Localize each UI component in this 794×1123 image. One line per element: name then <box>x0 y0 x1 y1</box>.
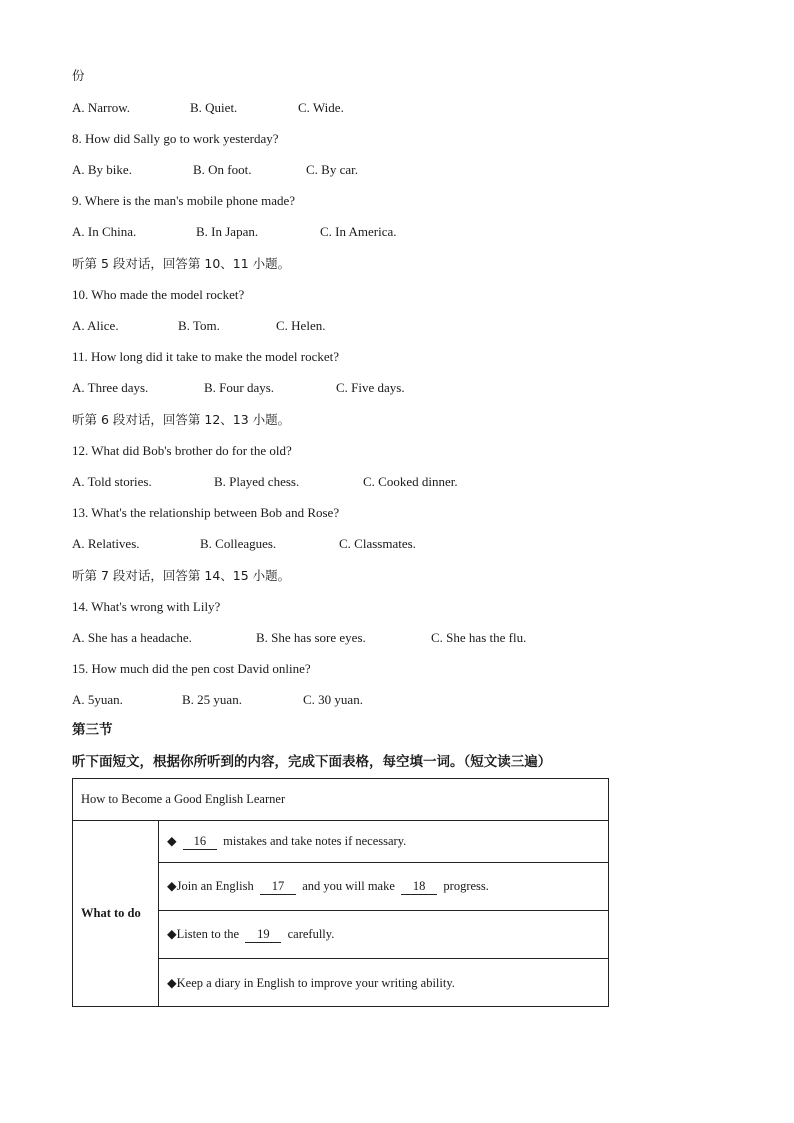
q8-options <box>72 162 358 178</box>
q13-question: 13. What's the relationship between Bob and Rose? <box>72 505 340 520</box>
q12-question: 12. What did Bob's brother do for the old? <box>72 443 292 458</box>
q13-option-b: B. Colleagues. <box>200 536 277 551</box>
cell-text: ◆Listen to the <box>167 927 240 941</box>
q14-options <box>72 630 526 646</box>
table-row <box>73 821 609 863</box>
q8-option-b: B. On foot. <box>193 162 252 177</box>
table-cell-16 <box>159 821 609 863</box>
q8-option-a: A. By bike. <box>72 162 132 177</box>
q14-option-c: C. She has the flu. <box>431 630 527 645</box>
cell-text: and you will make <box>302 879 395 893</box>
table-cell-19 <box>159 911 609 959</box>
bullet-icon: ◆ <box>167 834 177 848</box>
table-title-row <box>73 779 609 821</box>
q12-option-b: B. Played chess. <box>214 474 300 489</box>
blank-18: 18 <box>401 879 437 895</box>
table-row-label: What to do <box>73 821 159 1007</box>
table-cell-17-18 <box>159 863 609 911</box>
q9-question: 9. Where is the man's mobile phone made? <box>72 193 296 208</box>
q10-options <box>72 318 325 334</box>
q10-question: 10. Who made the model rocket? <box>72 287 245 302</box>
q15-question: 15. How much did the pen cost David online? <box>72 661 311 676</box>
q13-options <box>72 536 416 552</box>
blank-16: 16 <box>183 834 217 850</box>
blank-17: 17 <box>260 879 296 895</box>
cell-text: carefully. <box>287 927 335 941</box>
q15-option-b: B. 25 yuan. <box>182 692 242 707</box>
q7-options <box>72 100 344 116</box>
q9-option-b: B. In Japan. <box>196 224 259 239</box>
q8-option-c: C. By car. <box>306 162 358 177</box>
q10-option-b: B. Tom. <box>178 318 220 333</box>
blank-19: 19 <box>245 927 281 943</box>
section5-instruction: 听第 5 段对话，回答第 10、11 小题。 <box>72 256 291 271</box>
page-fragment: 份 <box>72 68 85 83</box>
q14-option-b: B. She has sore eyes. <box>256 630 366 645</box>
listening-table <box>72 778 609 1007</box>
q11-options <box>72 380 405 396</box>
cell-text: mistakes and take notes if necessary. <box>223 834 407 848</box>
q14-option-a: A. She has a headache. <box>72 630 192 645</box>
q10-option-c: C. Helen. <box>276 318 326 333</box>
q12-option-a: A. Told stories. <box>72 474 152 489</box>
q11-option-a: A. Three days. <box>72 380 149 395</box>
q12-options <box>72 474 458 490</box>
q10-option-a: A. Alice. <box>72 318 119 333</box>
q7-option-b: B. Quiet. <box>190 100 238 115</box>
q14-question: 14. What's wrong with Lily? <box>72 599 221 614</box>
cell-text: progress. <box>443 879 489 893</box>
q9-options <box>72 224 397 240</box>
q11-question: 11. How long did it take to make the model rocket? <box>72 349 340 364</box>
section7-instruction: 听第 7 段对话，回答第 14、15 小题。 <box>72 568 291 583</box>
q7-option-c: C. Wide. <box>298 100 344 115</box>
q11-option-b: B. Four days. <box>204 380 275 395</box>
q15-options <box>72 692 363 708</box>
q11-option-c: C. Five days. <box>336 380 405 395</box>
q13-option-a: A. Relatives. <box>72 536 140 551</box>
q9-option-c: C. In America. <box>320 224 397 239</box>
q7-option-a: A. Narrow. <box>72 100 130 115</box>
table-cell-diary: ◆Keep a diary in English to improve your writing ability. <box>159 959 609 1007</box>
table-title: How to Become a Good English Learner <box>73 779 609 821</box>
q8-question: 8. How did Sally go to work yesterday? <box>72 131 279 146</box>
section6-instruction: 听第 6 段对话，回答第 12、13 小题。 <box>72 412 291 427</box>
q12-option-c: C. Cooked dinner. <box>363 474 458 489</box>
q13-option-c: C. Classmates. <box>339 536 416 551</box>
part3-title: 第三节 <box>72 722 113 738</box>
part3-instruction: 听下面短文，根据你所听到的内容，完成下面表格，每空填一词。（短文读三遍） <box>72 754 552 770</box>
q15-option-a: A. 5yuan. <box>72 692 123 707</box>
q9-option-a: A. In China. <box>72 224 137 239</box>
q15-option-c: C. 30 yuan. <box>303 692 363 707</box>
cell-text: ◆Join an English <box>167 879 254 893</box>
